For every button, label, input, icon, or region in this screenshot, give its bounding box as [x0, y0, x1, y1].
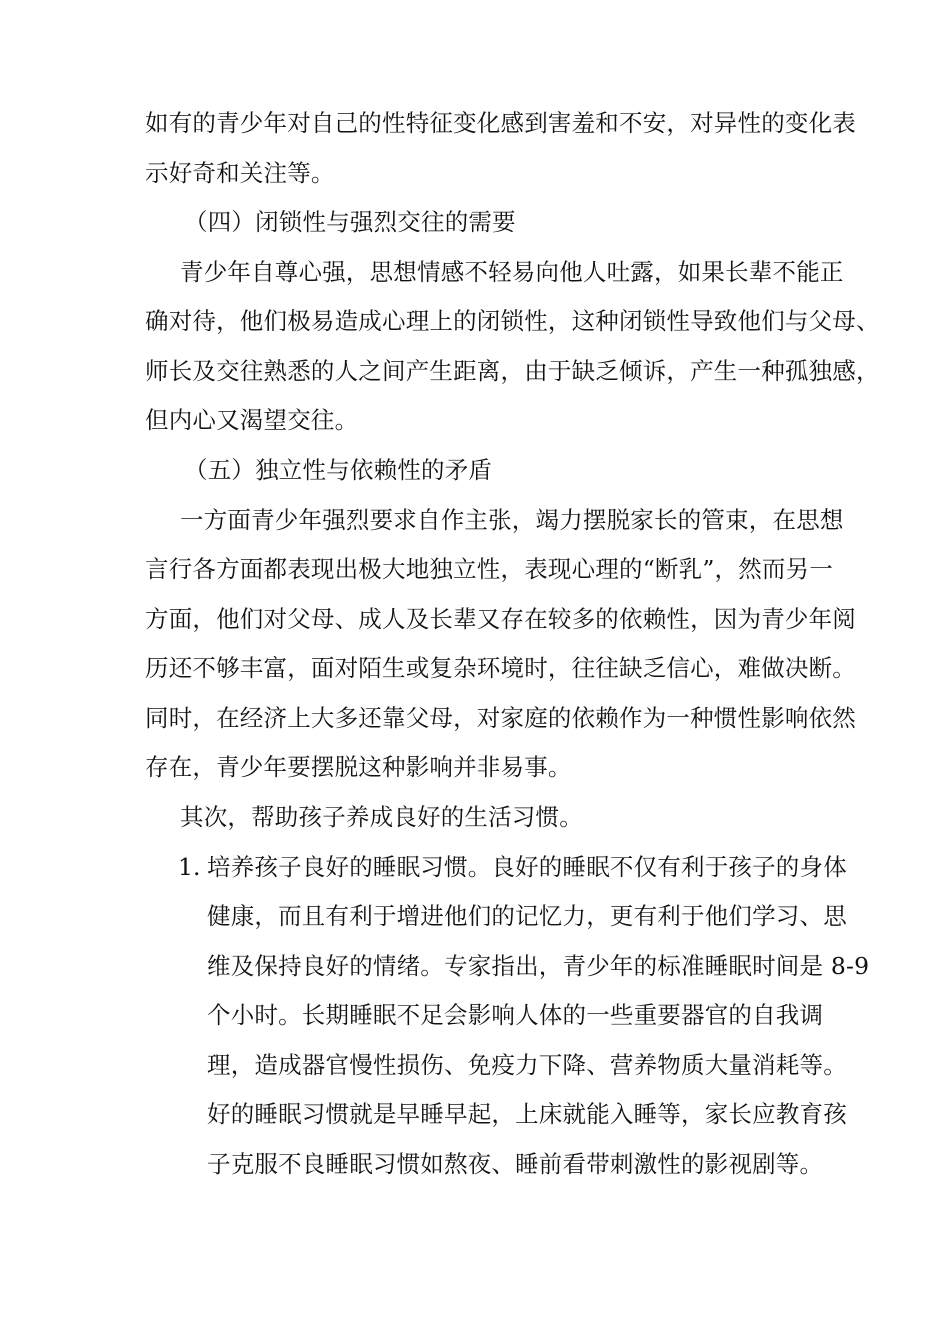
paragraph-line: 方面，他们对父母、成人及长辈又存在较多的依赖性，因为青少年阅	[145, 605, 856, 633]
section-heading-4: （四）闭锁性与强烈交往的需要	[184, 208, 516, 236]
paragraph-line: 言行各方面都表现出极大地独立性，表现心理的“断乳”，然而另一	[145, 555, 834, 583]
list-item-line: 个小时。长期睡眠不足会影响人体的一些重要器官的自我调	[207, 1001, 824, 1029]
list-item-line: 培养孩子良好的睡眠习惯。良好的睡眠不仅有利于孩子的身体	[207, 853, 847, 881]
paragraph-line: 如有的青少年对自己的性特征变化感到害羞和不安，对异性的变化表	[145, 109, 856, 137]
paragraph-line: 存在，青少年要摆脱这种影响并非易事。	[145, 753, 572, 781]
list-item-line: 健康，而且有利于增进他们的记忆力，更有利于他们学习、思	[207, 902, 847, 930]
paragraph-line: 但内心又渴望交往。	[145, 406, 359, 434]
paragraph-line: 其次，帮助孩子养成良好的生活习惯。	[180, 803, 583, 831]
paragraph-line: 历还不够丰富，面对陌生或复杂环境时，往往缺乏信心，难做决断。	[145, 654, 856, 682]
list-item-line: 好的睡眠习惯就是早睡早起，上床就能入睡等，家长应教育孩	[207, 1100, 847, 1128]
paragraph-line: 一方面青少年强烈要求自作主张，竭力摆脱家长的管束，在思想	[180, 506, 844, 534]
list-item-line: 理，造成器官慢性损伤、免疫力下降、营养物质大量消耗等。	[207, 1051, 847, 1079]
list-item-line: 子克服不良睡眠习惯如熬夜、睡前看带刺激性的影视剧等。	[207, 1150, 824, 1178]
section-heading-5: （五）独立性与依赖性的矛盾	[184, 456, 493, 484]
paragraph-line: 青少年自尊心强，思想情感不轻易向他人吐露，如果长辈不能正	[180, 258, 844, 286]
list-marker: 1.	[178, 853, 201, 881]
paragraph-line: 师长及交往熟悉的人之间产生距离，由于缺乏倾诉，产生一种孤独感，	[145, 357, 880, 385]
paragraph-line: 同时，在经济上大多还靠父母，对家庭的依赖作为一种惯性影响依然	[145, 704, 856, 732]
list-item-line: 维及保持良好的情绪。专家指出，青少年的标准睡眠时间是 8-9	[207, 952, 870, 980]
paragraph-line: 示好奇和关注等。	[145, 159, 335, 187]
paragraph-line: 确对待，他们极易造成心理上的闭锁性，这种闭锁性导致他们与父母、	[145, 307, 880, 335]
